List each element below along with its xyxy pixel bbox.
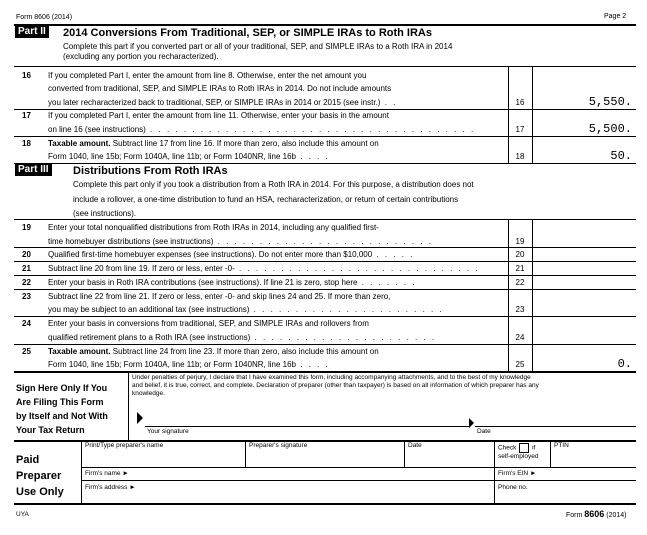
line18-text-2: Form 1040, line 15b; Form 1040A, line 11b; or Form 1040NR, line 16b . . . . (48, 152, 330, 161)
line19-text-1: Enter your total nonqualified distributions from Roth IRAs in 2014, including any qualified first- (48, 223, 379, 232)
line22-box-label: 22 (515, 278, 525, 287)
page-number: Page 2 (604, 13, 627, 20)
preparer-name-label: Print/Type preparer's name (85, 442, 164, 449)
part3-label: Part III (15, 164, 52, 176)
line23-text-1: Subtract line 22 from line 21. If zero or less, enter -0- and skip lines 24 and 25. If more than zero, (48, 292, 391, 301)
line19-rule (14, 247, 636, 248)
line17-amount[interactable]: 5,500. (588, 122, 632, 136)
line16-text-1: If you completed Part I, enter the amount from line 8. Otherwise, enter the net amount you (48, 71, 367, 80)
line16-amount[interactable]: 5,550. (588, 95, 632, 109)
line16-rule (14, 109, 636, 110)
ptin-label: PTIN (554, 442, 569, 449)
part2-rule (14, 66, 636, 67)
self-employed-label: self-employed (498, 453, 539, 460)
line17-number: 17 (22, 111, 31, 120)
line20-rule (14, 261, 636, 262)
prep-col-2 (245, 441, 246, 467)
prep-col-5 (550, 441, 551, 467)
part3-bottom-rule (14, 371, 636, 373)
line16-text-2: converted from traditional, SEP, and SIMPLE IRAs to Roth IRAs in 2014. Do not include amounts (48, 84, 392, 93)
line22-text-1: Enter your basis in Roth IRA contributions (see instructions). If line 21 is zero, stop here . . . . . . . (48, 278, 417, 287)
line18-number: 18 (22, 139, 31, 148)
line17-rule (14, 136, 636, 137)
line21-rule (14, 275, 636, 276)
line17-text-1: If you completed Part I, enter the amount from line 11. Otherwise, enter your basis in the amount (48, 111, 389, 120)
self-employed-checkbox[interactable] (519, 443, 529, 453)
footer-left: UYA (16, 511, 29, 518)
line21-text-1: Subtract line 20 from line 19. If zero or less, enter -0- . . . . . . . . . . . . . . . . . . . . . . . . . . . . . (48, 264, 480, 273)
prep-col-4 (494, 441, 495, 503)
line25-number: 25 (22, 347, 31, 356)
signature-arrow-icon (137, 412, 143, 424)
part3-rule (14, 219, 636, 220)
sign-left-text: Sign Here Only If You Are Filing This Form by Itself and Not With Your Tax Return (16, 383, 108, 435)
preparer-left-text: Paid Preparer Use Only (16, 454, 64, 498)
sign-divider (128, 372, 129, 440)
prep-rule-2 (81, 480, 636, 481)
sign-date-label: Date (477, 428, 491, 435)
p3-col-mid (532, 219, 533, 371)
top-rule (14, 24, 636, 26)
line18-text-1: Taxable amount. Subtract line 17 from line 16. If more than zero, also include this amount on (48, 139, 379, 148)
line25-text-1: Taxable amount. Subtract line 24 from line 23. If more than zero, also include this amount on (48, 347, 379, 356)
line25-box-label: 25 (515, 360, 525, 369)
line19-text-2: time homebuyer distributions (see instructions) . . . . . . . . . . . . . . . . . . . . . . . . . . (48, 237, 433, 246)
line24-number: 24 (22, 319, 31, 328)
part3-desc-1: Complete this part only if you took a distribution from a Roth IRA in 2014. For this purpose, a distribution does not (73, 180, 474, 189)
line23-box-label: 23 (515, 305, 525, 314)
form-id: Form 8606 (2014) (16, 14, 73, 21)
part3-desc-3: (see instructions). (73, 209, 137, 218)
firm-ein-label: Firm's EIN ► (498, 470, 537, 477)
line20-box-label: 20 (515, 250, 525, 259)
line16-box-label: 16 (515, 98, 525, 107)
line22-rule (14, 289, 636, 290)
line24-text-1: Enter your basis in conversions from traditional, SEP, and SIMPLE IRAs and rollovers from (48, 319, 369, 328)
date-arrow-icon (469, 418, 474, 428)
part2-title: 2014 Conversions From Traditional, SEP, or SIMPLE IRAs to Roth IRAs (63, 27, 432, 39)
line21-number: 21 (22, 264, 31, 273)
line18-box-label: 18 (515, 152, 525, 161)
part2-bottom-rule (14, 163, 636, 164)
part2-desc-1: Complete this part if you converted part or all of your traditional, SEP, and SIMPLE IRAs to a Roth IRA in 2014 (63, 42, 453, 51)
line24-text-2: qualified retirement plans to a Roth IRA (see instructions) . . . . . . . . . . . . . . . . . . . . . . (48, 333, 437, 342)
line25-amount[interactable]: 0. (617, 357, 632, 371)
line24-rule (14, 344, 636, 345)
self-employed-check[interactable]: Check if (498, 444, 536, 452)
line25-text-2: Form 1040, line 15b; Form 1040A, line 11b; or Form 1040NR, line 16b . . . . (48, 360, 330, 369)
line23-number: 23 (22, 292, 31, 301)
prep-col-1 (81, 441, 82, 503)
preparer-date-label: Date (408, 442, 422, 449)
line23-rule (14, 316, 636, 317)
line23-text-2: you may be subject to an additional tax (see instructions) . . . . . . . . . . . . . . . . . . . . . . . (48, 305, 444, 314)
prep-rule-1 (81, 467, 636, 468)
line19-box-label: 19 (515, 237, 525, 246)
part3-title: Distributions From Roth IRAs (73, 165, 228, 177)
signature-line[interactable] (145, 426, 470, 427)
part2-label: Part II (15, 26, 49, 38)
line20-text-1: Qualified first-time homebuyer expenses (see instructions). Do not enter more than $10,000 . . . . . (48, 250, 415, 259)
footer-form: Form 8606 (2014) (566, 509, 627, 519)
signature-label: Your signature (147, 428, 189, 435)
line22-number: 22 (22, 278, 31, 287)
line18-amount[interactable]: 50. (610, 149, 632, 163)
phone-label: Phone no. (498, 484, 528, 491)
line24-box-label: 24 (515, 333, 525, 342)
perjury-statement: Under penalties of perjury, I declare that I have examined this form, including accompanying attachments, and to the best of my knowledge and belief, it is true, correct, and complete. Declaration of preparer (other than taxpayer) is based on all information of which preparer has any knowledge. (132, 374, 539, 397)
firm-name-label: Firm's name ► (85, 470, 129, 477)
line17-text-2: on line 16 (see instructions) . . . . . . . . . . . . . . . . . . . . . . . . . . . . . . . . . . . . . . . (48, 125, 476, 134)
line17-box-label: 17 (515, 125, 525, 134)
preparer-sig-label: Preparer's signature (249, 442, 308, 449)
line21-box-label: 21 (515, 264, 525, 273)
part3-desc-2: include a rollover, a one-time distribution to fund an HSA, recharacterization, or return of certain contributions (73, 195, 459, 204)
line16-text-3: you later recharacterized back to traditional, SEP, or SIMPLE IRAs in 2014 or 2015 (see instr.) . . (48, 98, 398, 107)
part2-desc-2: (excluding any portion you recharacterized). (63, 52, 219, 61)
firm-address-label: Firm's address ► (85, 484, 136, 491)
preparer-bottom-rule (14, 503, 636, 505)
p2-col-left (508, 66, 509, 163)
line16-number: 16 (22, 71, 31, 80)
line19-number: 19 (22, 223, 31, 232)
sign-date-line[interactable] (475, 426, 636, 427)
line20-number: 20 (22, 250, 31, 259)
prep-col-3 (404, 441, 405, 467)
